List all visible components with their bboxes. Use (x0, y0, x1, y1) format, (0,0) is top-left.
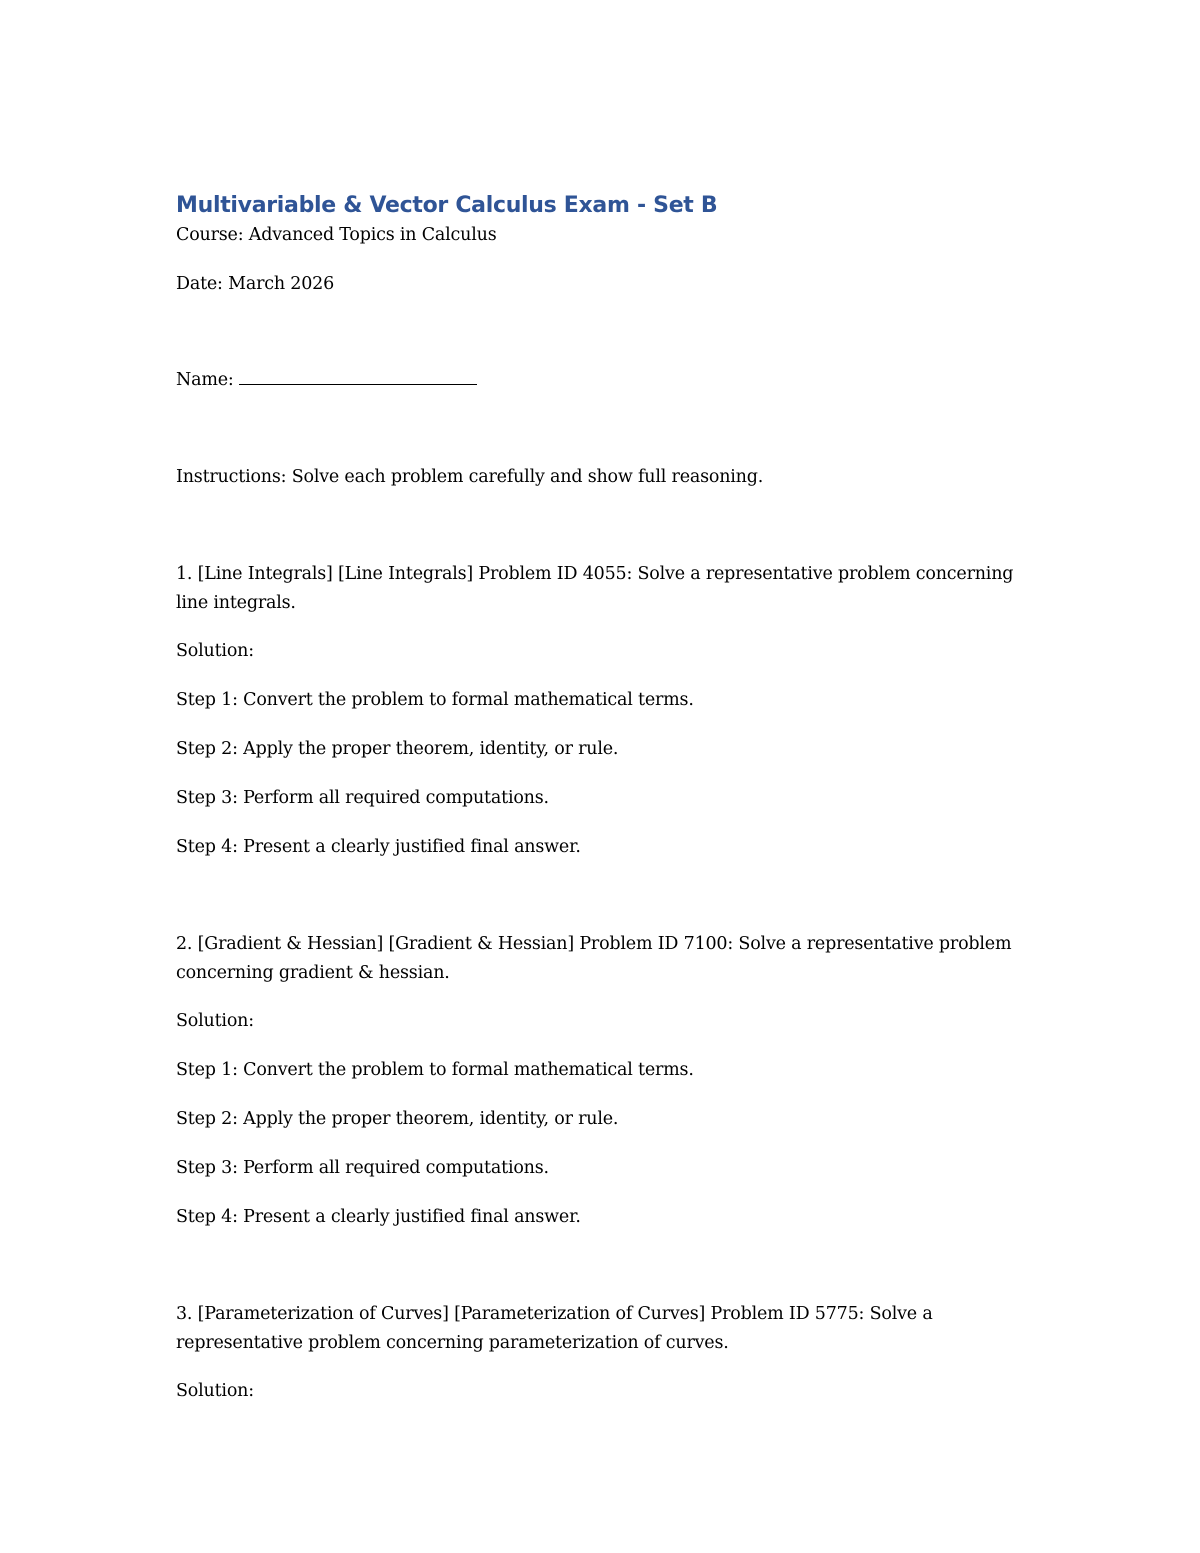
solution-step: Step 1: Convert the problem to formal mathematical terms. (176, 690, 694, 710)
solution-step: Step 2: Apply the proper theorem, identity, or rule. (176, 1109, 619, 1129)
solution-step: Step 4: Present a clearly justified final answer. (176, 1207, 581, 1227)
name-blank-line[interactable] (239, 366, 477, 385)
course-line: Course: Advanced Topics in Calculus (176, 225, 497, 245)
page-title: Multivariable & Vector Calculus Exam - Set B (176, 193, 718, 218)
problem-statement: 1. [Line Integrals] [Line Integrals] Problem ID 4055: Solve a representative problem concerning line integrals. (176, 564, 1014, 613)
problem-statement: 2. [Gradient & Hessian] [Gradient & Hessian] Problem ID 7100: Solve a representative problem concerning gradient & hessian. (176, 934, 1012, 983)
instructions: Instructions: Solve each problem carefully and show full reasoning. (176, 467, 764, 487)
problem-statement: 3. [Parameterization of Curves] [Parameterization of Curves] Problem ID 5775: Solve a representative problem concerning parameterization of curves. (176, 1304, 933, 1353)
solution-label: Solution: (176, 641, 254, 661)
solution-step: Step 4: Present a clearly justified final answer. (176, 837, 581, 857)
solution-label: Solution: (176, 1381, 254, 1401)
date-line: Date: March 2026 (176, 274, 334, 294)
problem-2 (176, 930, 1016, 1232)
solution-step: Step 2: Apply the proper theorem, identity, or rule. (176, 739, 619, 759)
solution-step: Step 3: Perform all required computations. (176, 788, 549, 808)
problem-1 (176, 560, 1016, 862)
solution-step: Step 3: Perform all required computations. (176, 1158, 549, 1178)
document-page (176, 188, 1016, 1406)
solution-label: Solution: (176, 1011, 254, 1031)
problem-3 (176, 1300, 1016, 1406)
name-field (176, 366, 1016, 395)
solution-step: Step 1: Convert the problem to formal mathematical terms. (176, 1060, 694, 1080)
name-label: Name: (176, 370, 234, 390)
